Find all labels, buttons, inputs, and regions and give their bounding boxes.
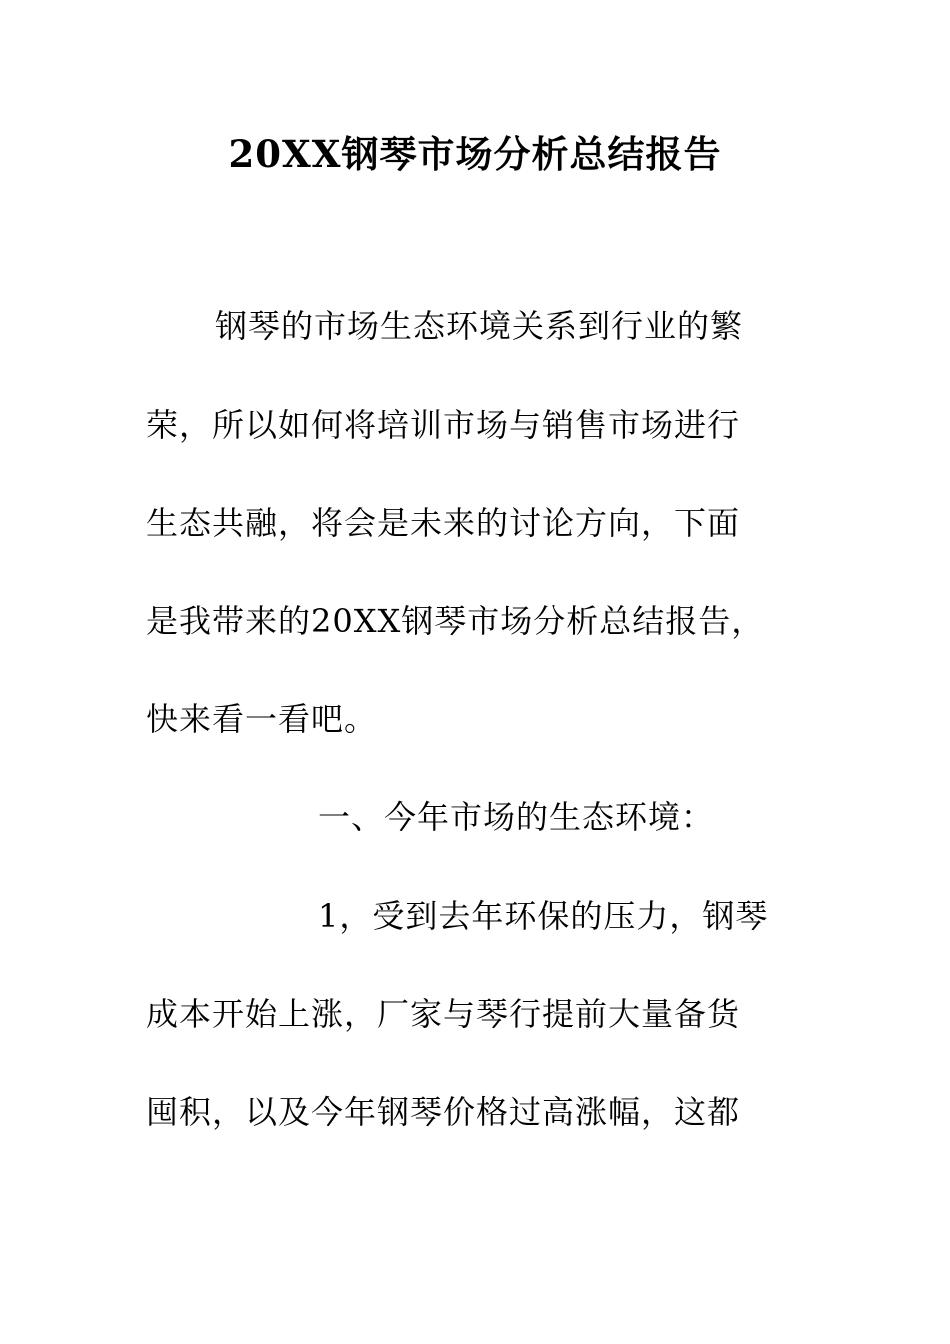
paragraph-line-9: 囤积，以及今年钢琴价格过高涨幅，这都 <box>146 1093 741 1131</box>
paragraph-line-2: 荣，所以如何将培训市场与销售市场进行 <box>146 406 741 444</box>
paragraph-line-7: 1，受到去年环保的压力，钢琴 <box>318 897 769 935</box>
paragraph-line-1: 钢琴的市场生态环境关系到行业的繁 <box>215 307 744 345</box>
paragraph-line-5: 快来看一看吧。 <box>146 700 378 738</box>
paragraph-line-8: 成本开始上涨，厂家与琴行提前大量备货 <box>146 995 741 1033</box>
section-heading: 一、今年市场的生态环境： <box>318 798 715 836</box>
document-title: 20XX钢琴市场分析总结报告 <box>228 132 722 176</box>
paragraph-line-4: 是我带来的20XX钢琴市场分析总结报告， <box>146 602 765 640</box>
paragraph-line-3: 生态共融，将会是未来的讨论方向，下面 <box>146 504 741 542</box>
